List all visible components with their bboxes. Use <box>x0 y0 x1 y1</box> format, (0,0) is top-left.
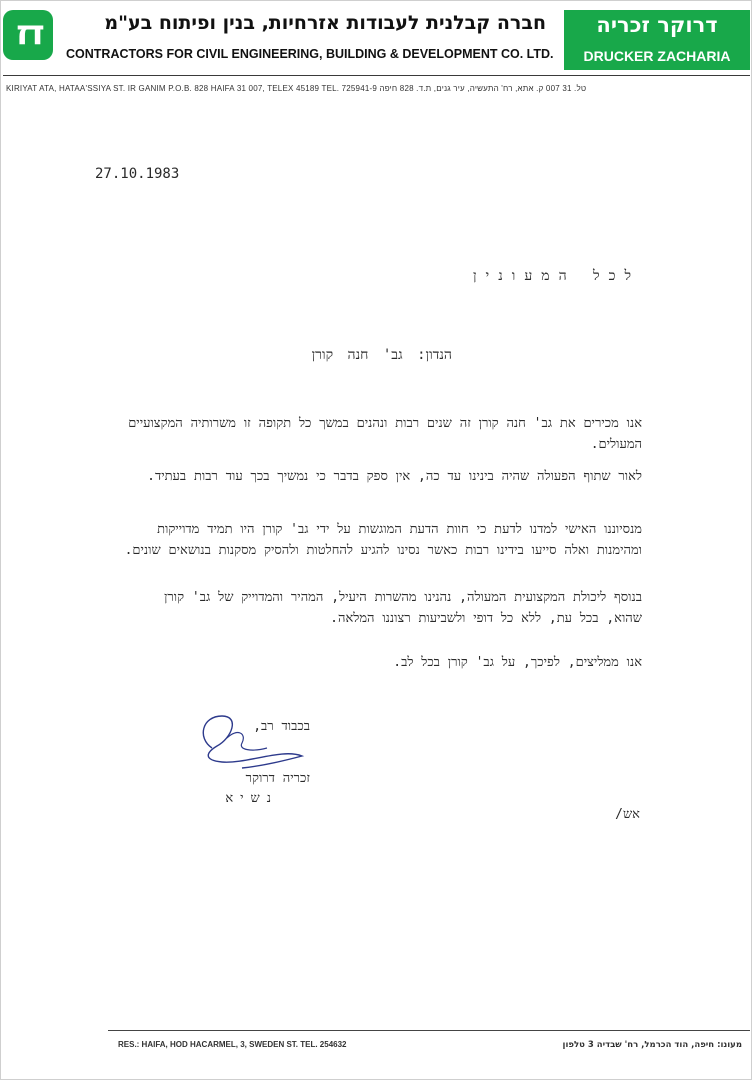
body-paragraph: לאור שתוף הפעולה שהיה בינינו עד כה, אין ספק בדבר כי נמשיך בכך עוד רבות בעתיד. <box>147 469 642 484</box>
letter-closing: בכבוד רב, <box>253 719 310 734</box>
typist-initials: אש/ <box>615 807 640 822</box>
letter-date: 27.10.1983 <box>95 166 180 182</box>
logo-letters: דז <box>16 13 40 53</box>
body-paragraph: מנסיוננו האישי למדנו לדעת כי חוות הדעת המוגשות על ידי גב' קורן היו תמיד מדוייקות ומהימנות ואלה סייעו בידינו רבות כאשר נסינו להגיע להחלטות ולהסיק מסקנות בנושאים שונים. <box>124 522 642 558</box>
company-address: KIRIYAT ATA, HATAA'SSIYA ST. IR GANIM P.O.B. 828 HAIFA 31 007, TELEX 45189 TEL. 725941-9 טל. 31 007 ק. אתא, רח' התעשיה, עיר גנים, ת.ד. 828 חיפה <box>6 84 587 93</box>
brand-name-hebrew: דרוקר זכריה <box>596 13 718 37</box>
footer-residence-hebrew: מעונו: חיפה, הוד הכרמל, רח' שבדיה 3 טלפון <box>562 1040 742 1050</box>
body-paragraph: אנו ממליצים, לפיכך, על גב' קורן בכל לב. <box>393 655 642 670</box>
company-name-english: CONTRACTORS FOR CIVIL ENGINEERING, BUILDING & DEVELOPMENT CO. LTD. <box>66 47 554 61</box>
signatory-title: נשיא <box>225 791 278 806</box>
letter-subject: הנדון: גב' חנה קורן <box>311 347 452 363</box>
footer-residence-english: RES.: HAIFA, HOD HACARMEL, 3, SWEDEN ST. TEL. 254632 <box>118 1040 347 1049</box>
body-paragraph: אנו מכירים את גב' חנה קורן זה שנים רבות ונהנים במשך כל תקופה זו משרותיה המקצועיים המעולים. <box>128 416 642 452</box>
brand-block <box>564 10 750 70</box>
header-divider <box>3 75 750 76</box>
footer-divider <box>108 1030 750 1031</box>
brand-name-english: DRUCKER ZACHARIA <box>583 48 731 64</box>
company-logo <box>3 10 53 60</box>
handwritten-signature <box>192 708 312 778</box>
company-name-hebrew: חברה קבלנית לעבודות אזרחיות, בנין ופיתוח בע"מ <box>104 12 546 34</box>
signatory-name: זכריה דרוקר <box>245 771 310 786</box>
body-paragraph: בנוסף ליכולת המקצועית המעולה, נהנינו מהשרות היעיל, המהיר והמדוייק של גב' קורן שהוא, בכל עת, ללא כל דופי ולשביעות רצוננו המלאה. <box>164 590 642 626</box>
letter-recipient: לכל המעונין <box>472 268 640 284</box>
